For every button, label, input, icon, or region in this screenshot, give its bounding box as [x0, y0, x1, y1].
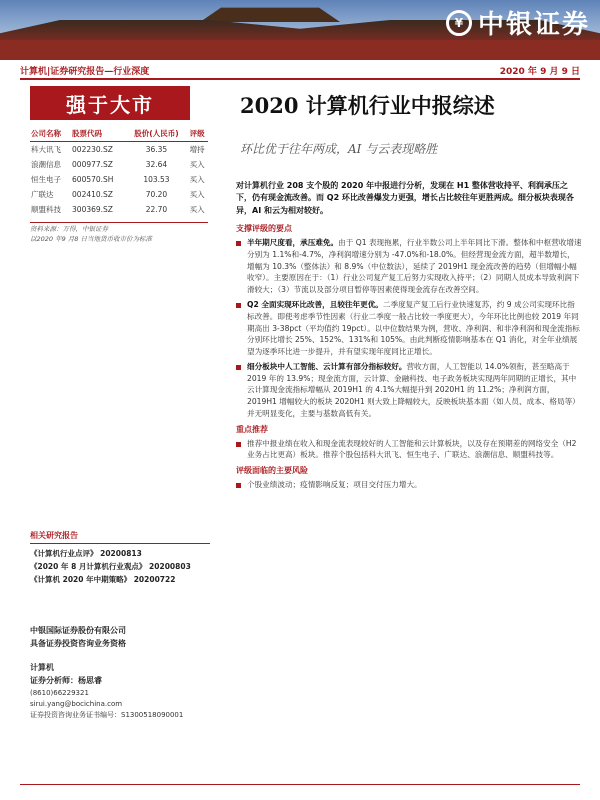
- stock-rating: 增持: [189, 145, 205, 154]
- related-item[interactable]: 《计算机 2020 年中期策略》 20200722: [30, 575, 176, 585]
- col-rating: 评级: [186, 126, 208, 142]
- intro-paragraph: 对计算机行业 208 支个股的 2020 年中报进行分析，发现在 H1 整体营收持平、利润承压之下，仍有现金流改善。而 Q2 环比改善爆发力更强，增长占比较往年更胜两成。细分板块表现各异，AI 和云为相对较好。: [236, 181, 574, 215]
- stock-code: 300369.SZ: [72, 205, 113, 214]
- stock-price: 103.53: [143, 175, 170, 184]
- bullet-body: 由于 Q1 表现拖累，行业半数公司上半年同比下滑。整体和中枢营收增速分别为 1.1%和-4.7%，净利润增速分别为 -47.0%和-18.0%。但经营现金流方面，超半数增长，增幅为 10.3%（整体法）和 8.9%（中位数法），延续了 2019H1 现金流改善的趋势（但增幅小幅收窄）。主要原因在于：（1）行业公司复产复工后努力实现收入持平；（2）同期人员成本导致利润下滑较大；（3）节流以及部分项目暂停等因素使得现金流存在改善空间。: [247, 238, 582, 295]
- banner-roof: [200, 4, 340, 22]
- bullet-item: [236, 479, 582, 491]
- brand-logo: [446, 4, 590, 41]
- analyst-phone: (8610)66229321: [30, 688, 89, 697]
- col-code: 股票代码: [71, 126, 127, 142]
- price-note: 以2020 年9 月8 日当地货币收市价为标准: [30, 234, 153, 243]
- bullet-item: [236, 299, 582, 358]
- bullet-body: 营收方面，人工智能以 14.0%领衔，甚至略高于 2019 年的 13.9%；现金流方面，云计算、金融科技、电子政务板块实现两年同期的正增长，其中云计算现金流指标增幅从 2019H1 的 4.1%大幅提升到 2020H1 的 11.2%；净利润方面，2019H1 增幅较大的板块 2020H1 则大致上降幅较大，反映板块基本面（如人员、成本、格局等）并无明显变化，主要与基数高低有关。: [247, 361, 580, 418]
- section-heading: 评级面临的主要风险: [236, 466, 308, 476]
- header-banner: [0, 0, 600, 60]
- bullet-body: 个股业绩波动；疫情影响反复；项目交付压力增大。: [247, 480, 422, 490]
- related-heading: 相关研究报告: [30, 530, 210, 544]
- stock-price: 70.20: [145, 190, 168, 199]
- bullet-text: [247, 438, 582, 462]
- analyst-email[interactable]: sirui.yang@bocichina.com: [30, 699, 123, 708]
- stock-rating: 买入: [189, 190, 205, 199]
- bullet-text: [247, 237, 582, 296]
- report-title: 2020 计算机行业中报综述: [240, 93, 495, 118]
- rating-box: 强于大市: [30, 86, 190, 120]
- company-name: 科大讯飞: [31, 145, 61, 154]
- table-row: [30, 157, 208, 172]
- stock-price: 22.70: [145, 205, 168, 214]
- source-text: 资料来源：万得，中银证券: [30, 225, 108, 233]
- bullet-marker-icon: [236, 365, 241, 370]
- banner-wall: [0, 40, 600, 60]
- stock-code: 000977.SZ: [72, 160, 113, 169]
- company-name: 恒生电子: [31, 175, 61, 184]
- logo-text: 中银证券: [477, 10, 590, 40]
- stock-table-header: [30, 126, 208, 142]
- company-name: 顺盟科技: [31, 205, 61, 214]
- footer-divider: [20, 784, 580, 785]
- bullet-marker-icon: [236, 303, 241, 308]
- table-row: [30, 187, 208, 202]
- company-name: 浪潮信息: [31, 160, 61, 169]
- stock-table: [30, 126, 208, 217]
- section-heading: 支撑评级的要点: [236, 224, 292, 234]
- bullet-lead: 半年期尺度看，承压难免。: [247, 238, 339, 248]
- company-qualification: 具备证券投资咨询业务资格: [30, 638, 126, 648]
- stock-price: 32.64: [145, 160, 168, 169]
- bullet-text: [247, 361, 582, 420]
- report-date: 2020 年 9 月 9 日: [499, 66, 580, 77]
- sector-label: 计算机: [30, 663, 54, 672]
- stock-code: 002410.SZ: [72, 190, 113, 199]
- stock-price: 36.35: [145, 145, 168, 154]
- related-item[interactable]: 《计算机行业点评》 20200813: [30, 549, 142, 558]
- stock-rating: 买入: [189, 205, 205, 214]
- bullet-item: [236, 361, 582, 420]
- bank-logo-icon: ¥: [446, 10, 472, 36]
- table-row: [30, 172, 208, 187]
- analyst-cert: 证券投资咨询业务证书编号：S1300518090001: [30, 710, 184, 719]
- company-info: [30, 625, 210, 651]
- report-topbar: [20, 62, 580, 80]
- analyst-name: 证券分析师：杨思睿: [30, 675, 102, 685]
- bullet-marker-icon: [236, 442, 241, 447]
- bullet-item: [236, 438, 582, 462]
- report-body: [236, 180, 582, 494]
- table-row: [30, 142, 208, 158]
- bullet-body: 二季度复产复工后行业快速复苏，约 9 成公司实现环比指标改善。即使考虑季节性因素（行业二季度一般占比较一季度更大），今年环比比例也较 2019 年同期高出 3-38pct（平均值约 19pct）。以中位数结果为例，营收、净利润、和非净利润和现金流指标分别环比增长 25%、152%、131%和 105%。由此判断疫情影响基本在 Q1 消化，对全年业绩展望为逐季环比进一步提升，并有望实现年度同比正增长。: [247, 300, 580, 357]
- related-reports: [30, 530, 210, 586]
- bullet-marker-icon: [236, 483, 241, 488]
- company-name: 广联达: [31, 190, 54, 199]
- bullet-lead: Q2 全面实现环比改善，且较往年更优。: [247, 300, 383, 309]
- report-subtitle: 环比优于往年两成，AI 与云表现略胜: [240, 142, 438, 156]
- report-category: 计算机|证券研究报告—行业深度: [20, 66, 150, 77]
- stock-rating: 买入: [189, 175, 205, 184]
- stock-code: 002230.SZ: [72, 145, 113, 154]
- col-price: 股价(人民币): [127, 126, 186, 142]
- bullet-marker-icon: [236, 241, 241, 246]
- related-item[interactable]: 《2020 年 8 月计算机行业观点》 20200803: [30, 562, 191, 572]
- table-source: [30, 222, 208, 245]
- bullet-text: [247, 299, 582, 358]
- table-row: [30, 202, 208, 217]
- section-heading: 重点推荐: [236, 424, 268, 434]
- company-name-line: 中银国际证券股份有限公司: [30, 626, 126, 635]
- bullet-body: 推荐中报业绩在收入和现金流表现较好的人工智能和云计算板块，以及存在预期差的网络安全（H2 业务占比更高）板块。推荐个股包括科大讯飞、恒生电子、广联达、浪潮信息、顺盟科技等。: [247, 438, 577, 460]
- col-company: 公司名称: [30, 126, 71, 142]
- analyst-info: [30, 662, 210, 721]
- bullet-text: [247, 479, 582, 491]
- bullet-item: [236, 237, 582, 296]
- bullet-lead: 细分板块中人工智能、云计算有部分指标较好。: [247, 361, 407, 371]
- stock-code: 600570.SH: [72, 175, 114, 184]
- stock-rating: 买入: [189, 160, 205, 169]
